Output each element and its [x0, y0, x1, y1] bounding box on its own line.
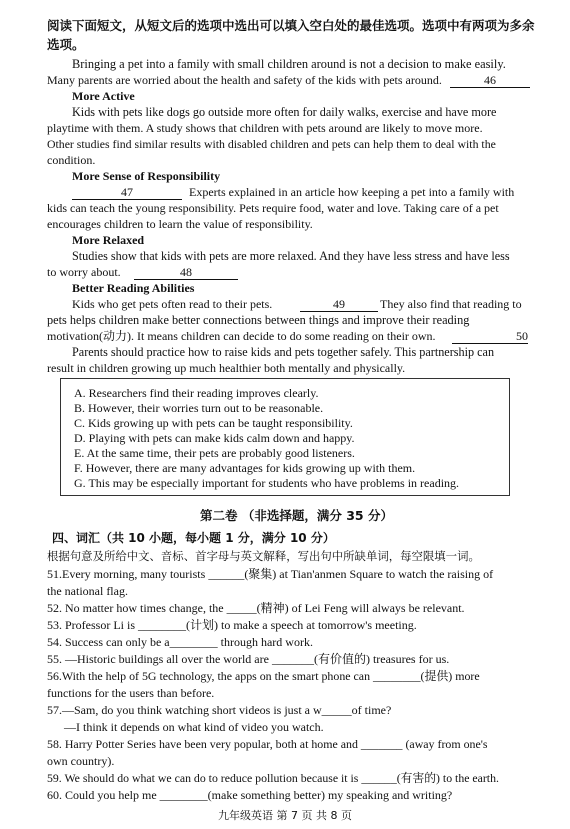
passage-p1-line2: Many parents are worried about the health and safety of the kids with pets around.	[47, 73, 442, 87]
instruction-line-2: 选项。	[47, 37, 85, 52]
passage-p5-line1b: They also find that reading to	[380, 297, 522, 311]
option-c: C. Kids growing up with pets can be taught responsibility.	[74, 416, 353, 430]
option-e: E. At the same time, their pets are probably good listeners.	[74, 446, 355, 460]
question-54: 54. Success can only be a________ through hard work.	[47, 635, 313, 649]
blank-48: 48	[134, 265, 238, 280]
passage-p6-line1: Parents should practice how to raise kids and pets together safely. This partnership can	[72, 345, 495, 359]
question-55: 55. —Historic buildings all over the world are _______(有价值的) treasures for us.	[47, 652, 450, 666]
passage-p6-line2: result in children growing up much healthier both mentally and physically.	[47, 361, 406, 375]
heading-more-active: More Active	[72, 89, 135, 103]
option-f: F. However, there are many advantages for kids growing up with them.	[74, 461, 416, 475]
section-4-title: 四、词汇（共 10 小题，每小题 1 分，满分 10 分）	[52, 531, 335, 545]
question-58-line1: 58. Harry Potter Series have been very popular, both at home and _______ (away from one's	[47, 737, 488, 751]
blank-47: 47	[72, 185, 182, 200]
passage-p2-line1: Kids with pets like dogs go outside more often for daily walks, exercise and have more	[72, 105, 497, 119]
option-d: D. Playing with pets can make kids calm down and happy.	[74, 431, 355, 445]
option-a: A. Researchers find their reading improves clearly.	[74, 386, 319, 400]
passage-p5-line2: pets helps children make better connections between things and improve their reading	[47, 313, 470, 327]
page-footer: 九年级英语 第 7 页 共 8 页	[218, 809, 352, 822]
blank-46: 46	[450, 73, 530, 88]
option-b: B. However, their worries turn out to be reasonable.	[74, 401, 324, 415]
passage-p4-line2: to worry about.	[47, 265, 121, 279]
question-52: 52. No matter how times change, the _____(精神) of Lei Feng will always be relevant.	[47, 601, 465, 615]
question-56-line1: 56.With the help of 5G technology, the apps on the smart phone can ________(提供) more	[47, 669, 480, 683]
heading-more-relaxed: More Relaxed	[72, 233, 145, 247]
heading-responsibility: More Sense of Responsibility	[72, 169, 221, 183]
passage-p5-line1a: Kids who get pets often read to their pets.	[72, 297, 273, 311]
option-g: G. This may be especially important for students who have problems in reading.	[74, 476, 460, 490]
passage-p4-line1: Studies show that kids with pets are more relaxed. And they have less stress and have less	[72, 249, 510, 263]
passage-p1-line1: Bringing a pet into a family with small children around is not a decision to make easily.	[72, 57, 506, 71]
question-60: 60. Could you help me ________(make something better) my speaking and writing?	[47, 788, 453, 802]
passage-p3-line1: Experts explained in an article how keeping a pet into a family with	[189, 185, 515, 199]
passage-p2-line3: Other studies find similar results with disabled children and pets can help them to deal with the	[47, 137, 496, 151]
section-4-instruction: 根据句意及所给中文、音标、首字母与英文解释，写出句中所缺单词，每空限填一词。	[47, 549, 480, 563]
heading-reading: Better Reading Abilities	[72, 281, 195, 295]
passage-p5-line3: motivation(动力). It means children can decide to do some reading on their own.	[47, 329, 436, 343]
question-59: 59. We should do what we can do to reduce pollution because it is ______(有害的) to the earth.	[47, 771, 499, 785]
question-51-line2: the national flag.	[47, 584, 128, 598]
blank-49: 49	[300, 297, 378, 312]
question-56-line2: functions for the users than before.	[47, 686, 215, 700]
part-2-title: 第二卷 （非选择题，满分 35 分）	[200, 508, 393, 523]
blank-50: 50	[452, 329, 528, 344]
instruction-line-1: 阅读下面短文，从短文后的选项中选出可以填入空白处的最佳选项。选项中有两项为多余	[47, 18, 535, 33]
question-57-line2: —I think it depends on what kind of video you watch.	[64, 720, 324, 734]
question-58-line2: own country).	[47, 754, 115, 768]
passage-p2-line2: playtime with them. A study shows that children with pets around are likely to move more.	[47, 121, 483, 135]
passage-p3-line2: kids can teach the young responsibility. Pets require food, water and love. Taking care of a pet	[47, 201, 499, 215]
question-53: 53. Professor Li is ________(计划) to make a speech at tomorrow's meeting.	[47, 618, 417, 632]
passage-p2-line4: condition.	[47, 153, 96, 167]
passage-p3-line3: encourages children to learn the value of responsibility.	[47, 217, 313, 231]
question-57-line1: 57.—Sam, do you think watching short videos is just a w_____of time?	[47, 703, 392, 717]
question-51-line1: 51.Every morning, many tourists ______(聚集) at Tian'anmen Square to watch the raising of	[47, 567, 494, 581]
